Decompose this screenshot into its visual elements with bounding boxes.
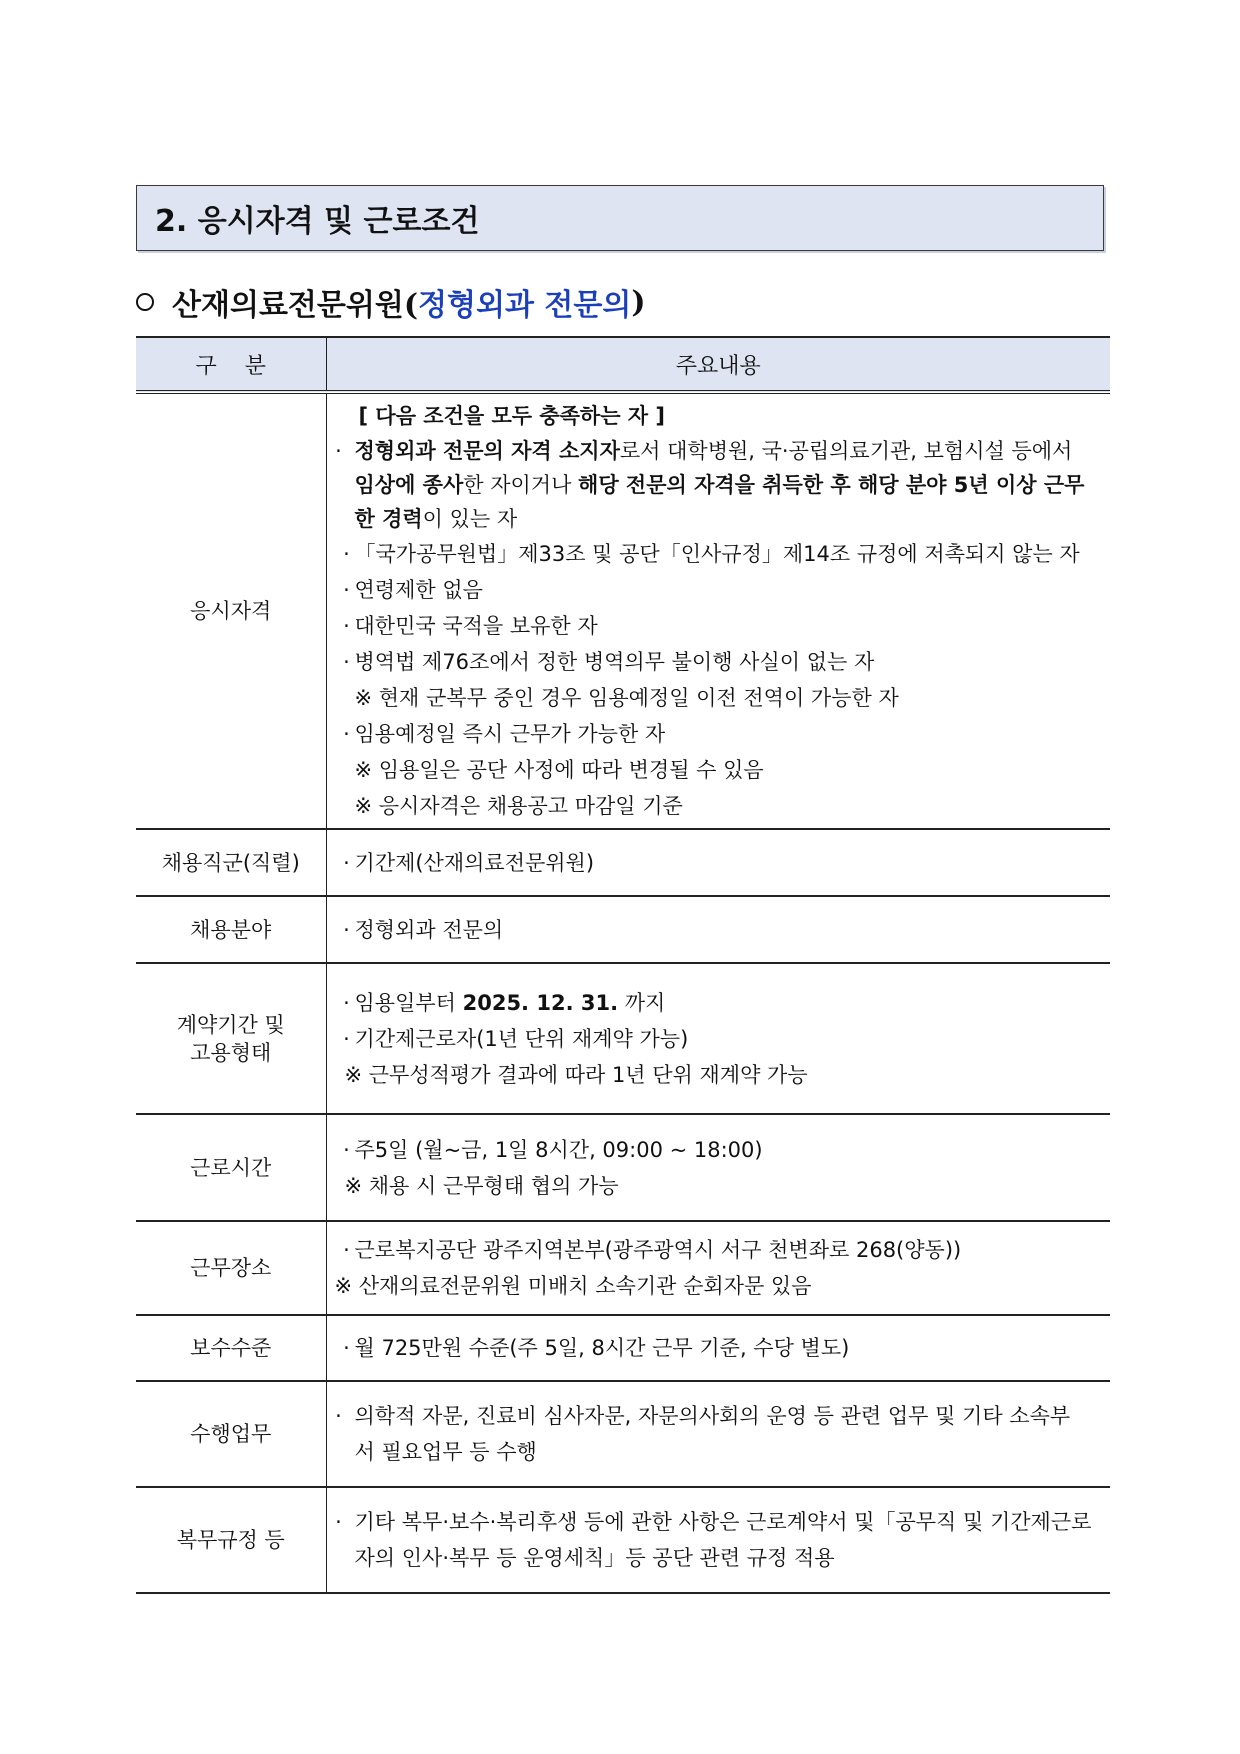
table-row [136,1381,1110,1487]
subtitle-prefix: 산재의료전문위원( [172,288,419,323]
row-label-duties: 수행업무 [136,1381,326,1487]
conditions-table [136,336,1110,1594]
circle-bullet-icon [136,293,154,311]
row-content-duties: · 의학적 자문, 진료비 심사자문, 자문의사회의 운영 등 관련 업무 및 기타 소속부서 필요업무 등 수행 [326,1381,1110,1487]
row-label-qualification: 응시자격 [136,392,326,829]
qualification-bullet-3: · 연령제한 없음 [343,578,483,602]
section-title [136,185,1104,251]
table-header-row [136,337,1110,392]
qualification-heading: [ 다음 조건을 모두 충족하는 자 ] [358,404,665,428]
section-title-text: 2. 응시자격 및 근로조건 [155,204,480,239]
row-content-field: · 정형외과 전문의 [326,896,1110,963]
row-content-contract: · 임용일부터 2025. 12. 31. 까지 · 기간제근로자(1년 단위 재계약 가능) ※ 근무성적평가 결과에 따라 1년 단위 재계약 가능 [326,963,1110,1114]
table-row [136,1487,1110,1593]
header-category: 구 분 [136,337,326,392]
row-content-location: · 근로복지공단 광주지역본부(광주광역시 서구 천변좌로 268(양동)) ※ 산재의료전문위원 미배치 소속기관 순회자문 있음 [326,1221,1110,1315]
table-row [136,1221,1110,1315]
header-content: 주요내용 [326,337,1110,392]
subtitle-highlight: 정형외과 전문의 [418,288,632,323]
row-label-service: 복무규정 등 [136,1487,326,1593]
row-label-field: 채용분야 [136,896,326,963]
row-content-qualification [326,392,1110,829]
qualification-bullet-1: · 정형외과 전문의 자격 소지자로서 대학병원, 국·공립의료기관, 보험시설 등에서 임상에 종사한 자이거나 해당 전문의 자격을 취득한 후 해당 분야 5년 이상 근무한 경력이 있는 자 [335,439,1085,531]
subtitle [136,280,646,324]
qualification-bullet-4: · 대한민국 국적을 보유한 자 [343,614,598,638]
row-label-hours: 근로시간 [136,1114,326,1221]
row-label-location: 근무장소 [136,1221,326,1315]
qualification-note-3: ※ 응시자격은 채용공고 마감일 기준 [354,794,683,818]
table-row [136,829,1110,896]
row-content-hours: · 주5일 (월~금, 1일 8시간, 09:00 ~ 18:00) ※ 채용 시 근무형태 협의 가능 [326,1114,1110,1221]
row-label-contract: 계약기간 및 고용형태 [136,963,326,1114]
subtitle-suffix: ) [631,284,646,320]
qualification-bullet-5: · 병역법 제76조에서 정한 병역의무 불이행 사실이 없는 자 [343,650,875,674]
row-content-service: · 기타 복무·보수·복리후생 등에 관한 사항은 근로계약서 및「공무직 및 기간제근로자의 인사·복무 등 운영세칙」등 공단 관련 규정 적용 [326,1487,1110,1593]
table-row [136,392,1110,829]
row-content-salary: · 월 725만원 수준(주 5일, 8시간 근무 기준, 수당 별도) [326,1315,1110,1381]
table-row [136,1315,1110,1381]
table-row [136,1114,1110,1221]
row-label-job-group: 채용직군(직렬) [136,829,326,896]
qualification-bullet-6: · 임용예정일 즉시 근무가 가능한 자 [343,722,666,746]
qualification-bullet-2: · 「국가공무원법」제33조 및 공단「인사규정」제14조 규정에 저촉되지 않는 자 [343,542,1080,566]
table-row [136,896,1110,963]
row-label-salary: 보수수준 [136,1315,326,1381]
table-row [136,963,1110,1114]
qualification-note-1: ※ 현재 군복무 중인 경우 임용예정일 이전 전역이 가능한 자 [354,686,899,710]
qualification-note-2: ※ 임용일은 공단 사정에 따라 변경될 수 있음 [354,758,764,782]
row-content-job-group: · 기간제(산재의료전문위원) [326,829,1110,896]
